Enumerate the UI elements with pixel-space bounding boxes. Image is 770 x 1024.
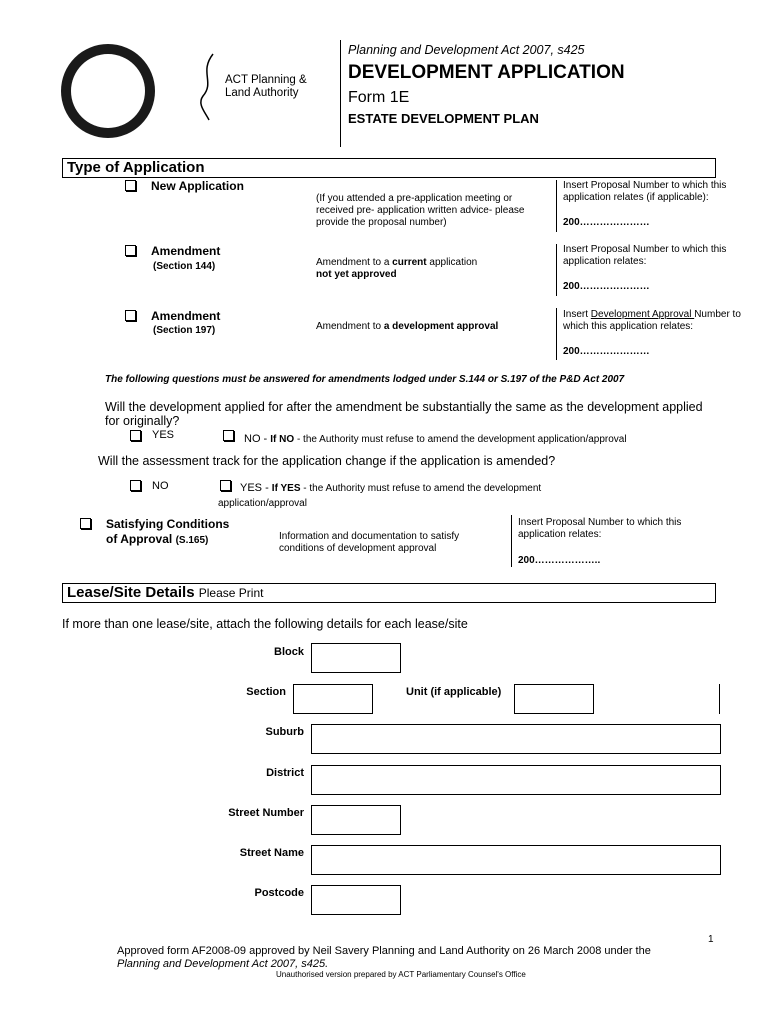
district-input[interactable] [311, 765, 721, 795]
q1-no-checkbox[interactable] [223, 430, 234, 441]
unit-input[interactable] [514, 684, 594, 714]
amendment-s197-proposal-number[interactable]: 200………………… [563, 346, 650, 357]
section-label: Section [246, 686, 286, 698]
proposal-divider [511, 515, 512, 567]
satisfying-conditions-proposal-number[interactable]: 200……………….. [518, 555, 601, 566]
authority-name: ACT Planning & Land Authority [225, 74, 307, 99]
q1-no-label: NO - If NO - the Authority must refuse to amend the development application/approval [244, 433, 627, 445]
proposal-divider [556, 244, 557, 296]
block-label: Block [274, 646, 304, 658]
amendment-s197-section: (Section 197) [153, 325, 216, 336]
suburb-input[interactable] [311, 724, 721, 754]
block-input[interactable] [311, 643, 401, 673]
new-application-checkbox[interactable] [125, 180, 136, 191]
act-planning-logo-swoosh-icon [195, 52, 219, 122]
question-assessment-track: Will the assessment track for the application change if the application is amended? [98, 454, 556, 468]
amendment-s144-section: (Section 144) [153, 261, 216, 272]
lease-instruction: If more than one lease/site, attach the following details for each lease/site [62, 617, 468, 631]
proposal-divider [556, 308, 557, 360]
district-label: District [266, 767, 304, 779]
unit-label: Unit (if applicable) [406, 686, 502, 698]
type-of-application-header: Type of Application [62, 158, 716, 178]
amendment-s197-proposal-text: Insert Development Approval Number to which this application relates: [563, 309, 741, 332]
q2-no-label: NO [152, 480, 169, 492]
amendment-s144-proposal-text: Insert Proposal Number to which this application relates: [563, 244, 727, 267]
q1-yes-checkbox[interactable] [130, 430, 141, 441]
form-title: DEVELOPMENT APPLICATION [348, 62, 625, 83]
page-number: 1 [708, 934, 714, 945]
new-application-note: (If you attended a pre-application meeting or received pre- application written advice- please provide the proposal number) [316, 193, 525, 228]
field-divider [372, 684, 373, 714]
street-name-input[interactable] [311, 845, 721, 875]
satisfying-conditions-label: Satisfying Conditions of Approval (S.165) [106, 517, 230, 546]
q2-no-checkbox[interactable] [130, 480, 141, 491]
unauthorised-notice: Unauthorised version prepared by ACT Parliamentary Counsel's Office [276, 970, 526, 979]
approval-statement: Approved form AF2008-09 approved by Neil Savery Planning and Land Authority on 26 March 2008 under the Planning and Development Act 2007, s425. [117, 945, 651, 970]
amendment-s144-proposal-number[interactable]: 200………………… [563, 281, 650, 292]
act-government-crest [61, 44, 155, 138]
q1-yes-label: YES [152, 429, 175, 441]
satisfying-conditions-checkbox[interactable] [80, 518, 91, 529]
street-number-input[interactable] [311, 805, 401, 835]
suburb-label: Suburb [265, 726, 304, 738]
amendment-s197-label: Amendment [151, 309, 221, 323]
new-application-proposal-text: Insert Proposal Number to which this application relates (if applicable): [563, 180, 727, 203]
proposal-divider [556, 180, 557, 232]
amendment-s197-checkbox[interactable] [125, 310, 136, 321]
amendment-s144-label: Amendment [151, 244, 221, 258]
q2-yes-label: YES - If YES - the Authority must refuse to amend the development application/approval [218, 482, 542, 509]
header-divider [340, 40, 341, 147]
street-name-label: Street Name [239, 847, 304, 859]
satisfying-conditions-note: Information and documentation to satisfy conditions of development approval [279, 531, 460, 554]
act-reference: Planning and Development Act 2007, s425 [348, 43, 585, 57]
amendment-s144-checkbox[interactable] [125, 245, 136, 256]
amendment-notice: The following questions must be answered for amendments lodged under S.144 or S.197 of the P&D Act 2007 [105, 374, 625, 385]
amendment-s197-note: Amendment to a development approval [316, 321, 499, 332]
form-number: Form 1E [348, 89, 410, 106]
new-application-proposal-number[interactable]: 200………………… [563, 217, 650, 228]
form-subtitle: ESTATE DEVELOPMENT PLAN [348, 111, 539, 126]
amendment-s144-note: Amendment to a current application not yet approved [316, 257, 478, 280]
question-substantially-same: Will the development applied for after the amendment be substantially the same as the development applied for originally? [105, 400, 703, 428]
postcode-label: Postcode [254, 887, 304, 899]
postcode-input[interactable] [311, 885, 401, 915]
section-input[interactable] [293, 684, 373, 714]
street-number-label: Street Number [228, 807, 304, 819]
lease-site-details-header: Lease/Site Details Please Print [62, 583, 716, 603]
new-application-label: New Application [151, 179, 244, 193]
field-divider [719, 684, 720, 714]
satisfying-conditions-proposal-text: Insert Proposal Number to which this application relates: [518, 517, 682, 540]
